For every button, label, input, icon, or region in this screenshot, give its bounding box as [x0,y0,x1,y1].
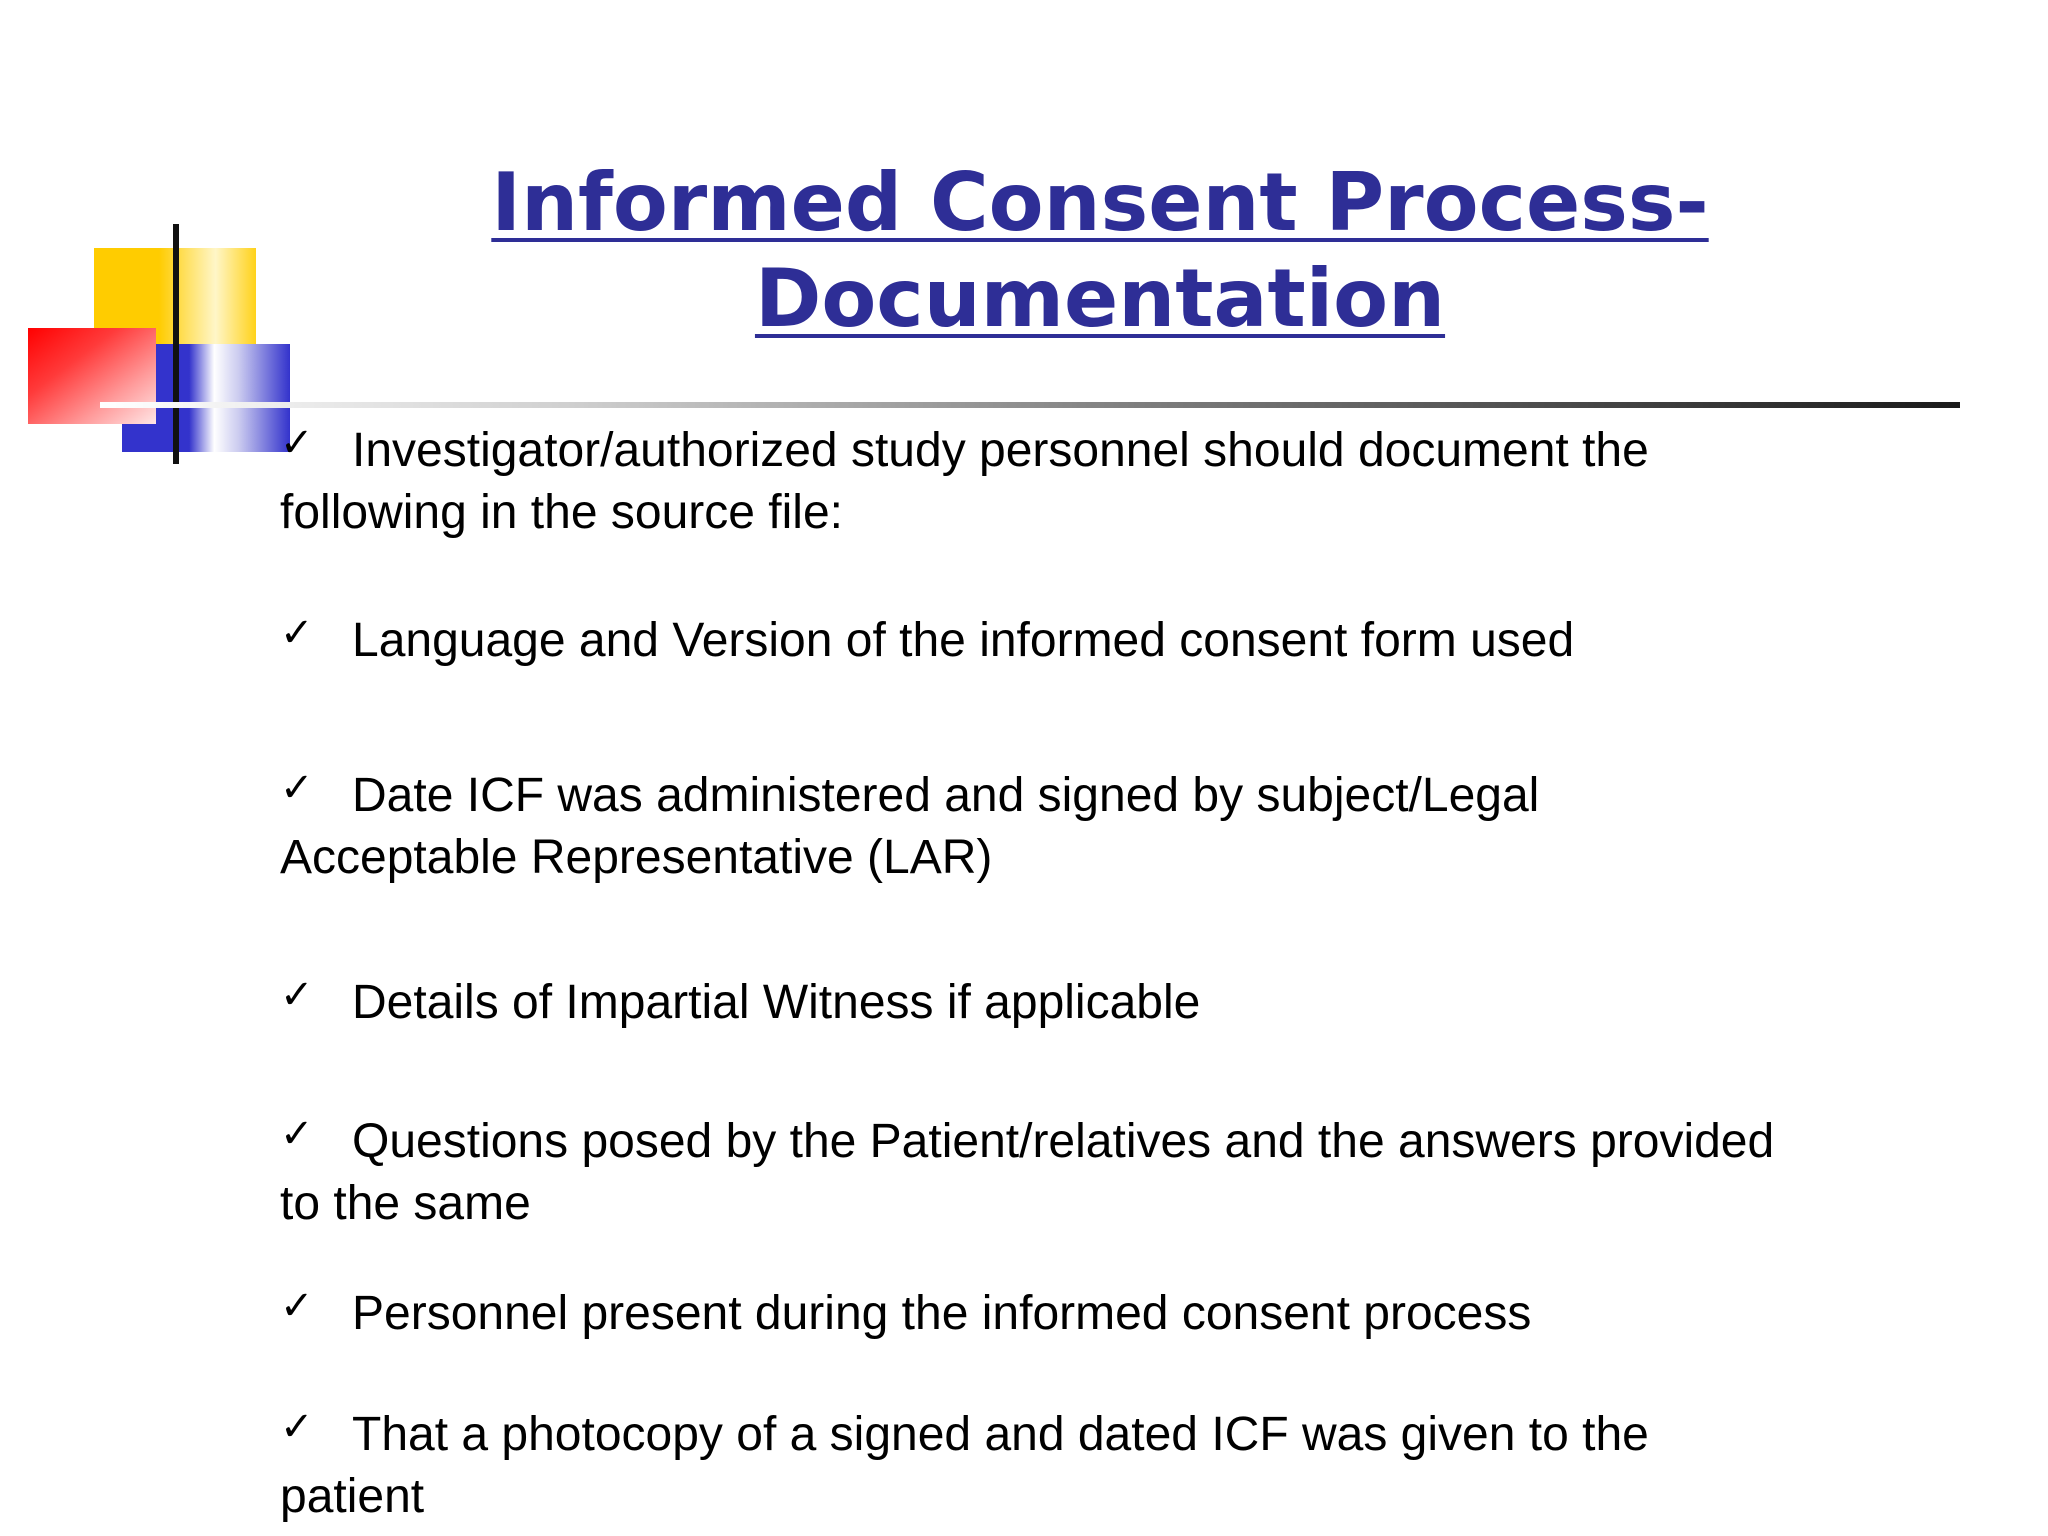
bullet-item [280,602,1780,672]
bullet-text: Date ICF was administered and signed by subject/Legal Acceptable Representative (LAR) [280,769,1540,884]
bullet-item [280,964,1780,1034]
bullet-text: Questions posed by the Patient/relatives and the answers provided to the same [280,1115,1775,1230]
bullet-text: Personnel present during the informed consent process [352,1287,1532,1340]
checkmark-icon: ✓ [280,972,314,1018]
vertical-line-decoration [173,224,179,464]
bullet-item [280,1275,1780,1345]
bullet-text: Language and Version of the informed consent form used [352,614,1575,667]
bullet-item [280,757,1780,889]
bullet-item [280,412,1780,544]
bullet-item [280,1396,1780,1528]
red-square-decoration [28,328,156,424]
bullet-text: That a photocopy of a signed and dated ICF was given to the patient [280,1408,1649,1523]
checkmark-icon: ✓ [280,1404,314,1450]
bullet-text: Details of Impartial Witness if applicable [352,976,1201,1029]
checkmark-icon: ✓ [280,1111,314,1157]
title-divider-line [100,402,1960,408]
slide-title-line-2: Documentation [754,252,1446,345]
checkmark-icon: ✓ [280,610,314,656]
checkmark-icon: ✓ [280,765,314,811]
slide-title [350,155,1850,347]
checkmark-icon: ✓ [280,1283,314,1329]
bullet-text: Investigator/authorized study personnel should document the following in the source file: [280,424,1649,539]
bullet-item [280,1103,1780,1235]
checkmark-icon: ✓ [280,420,314,466]
slide-title-line-1: Informed Consent Process- [491,156,1709,249]
